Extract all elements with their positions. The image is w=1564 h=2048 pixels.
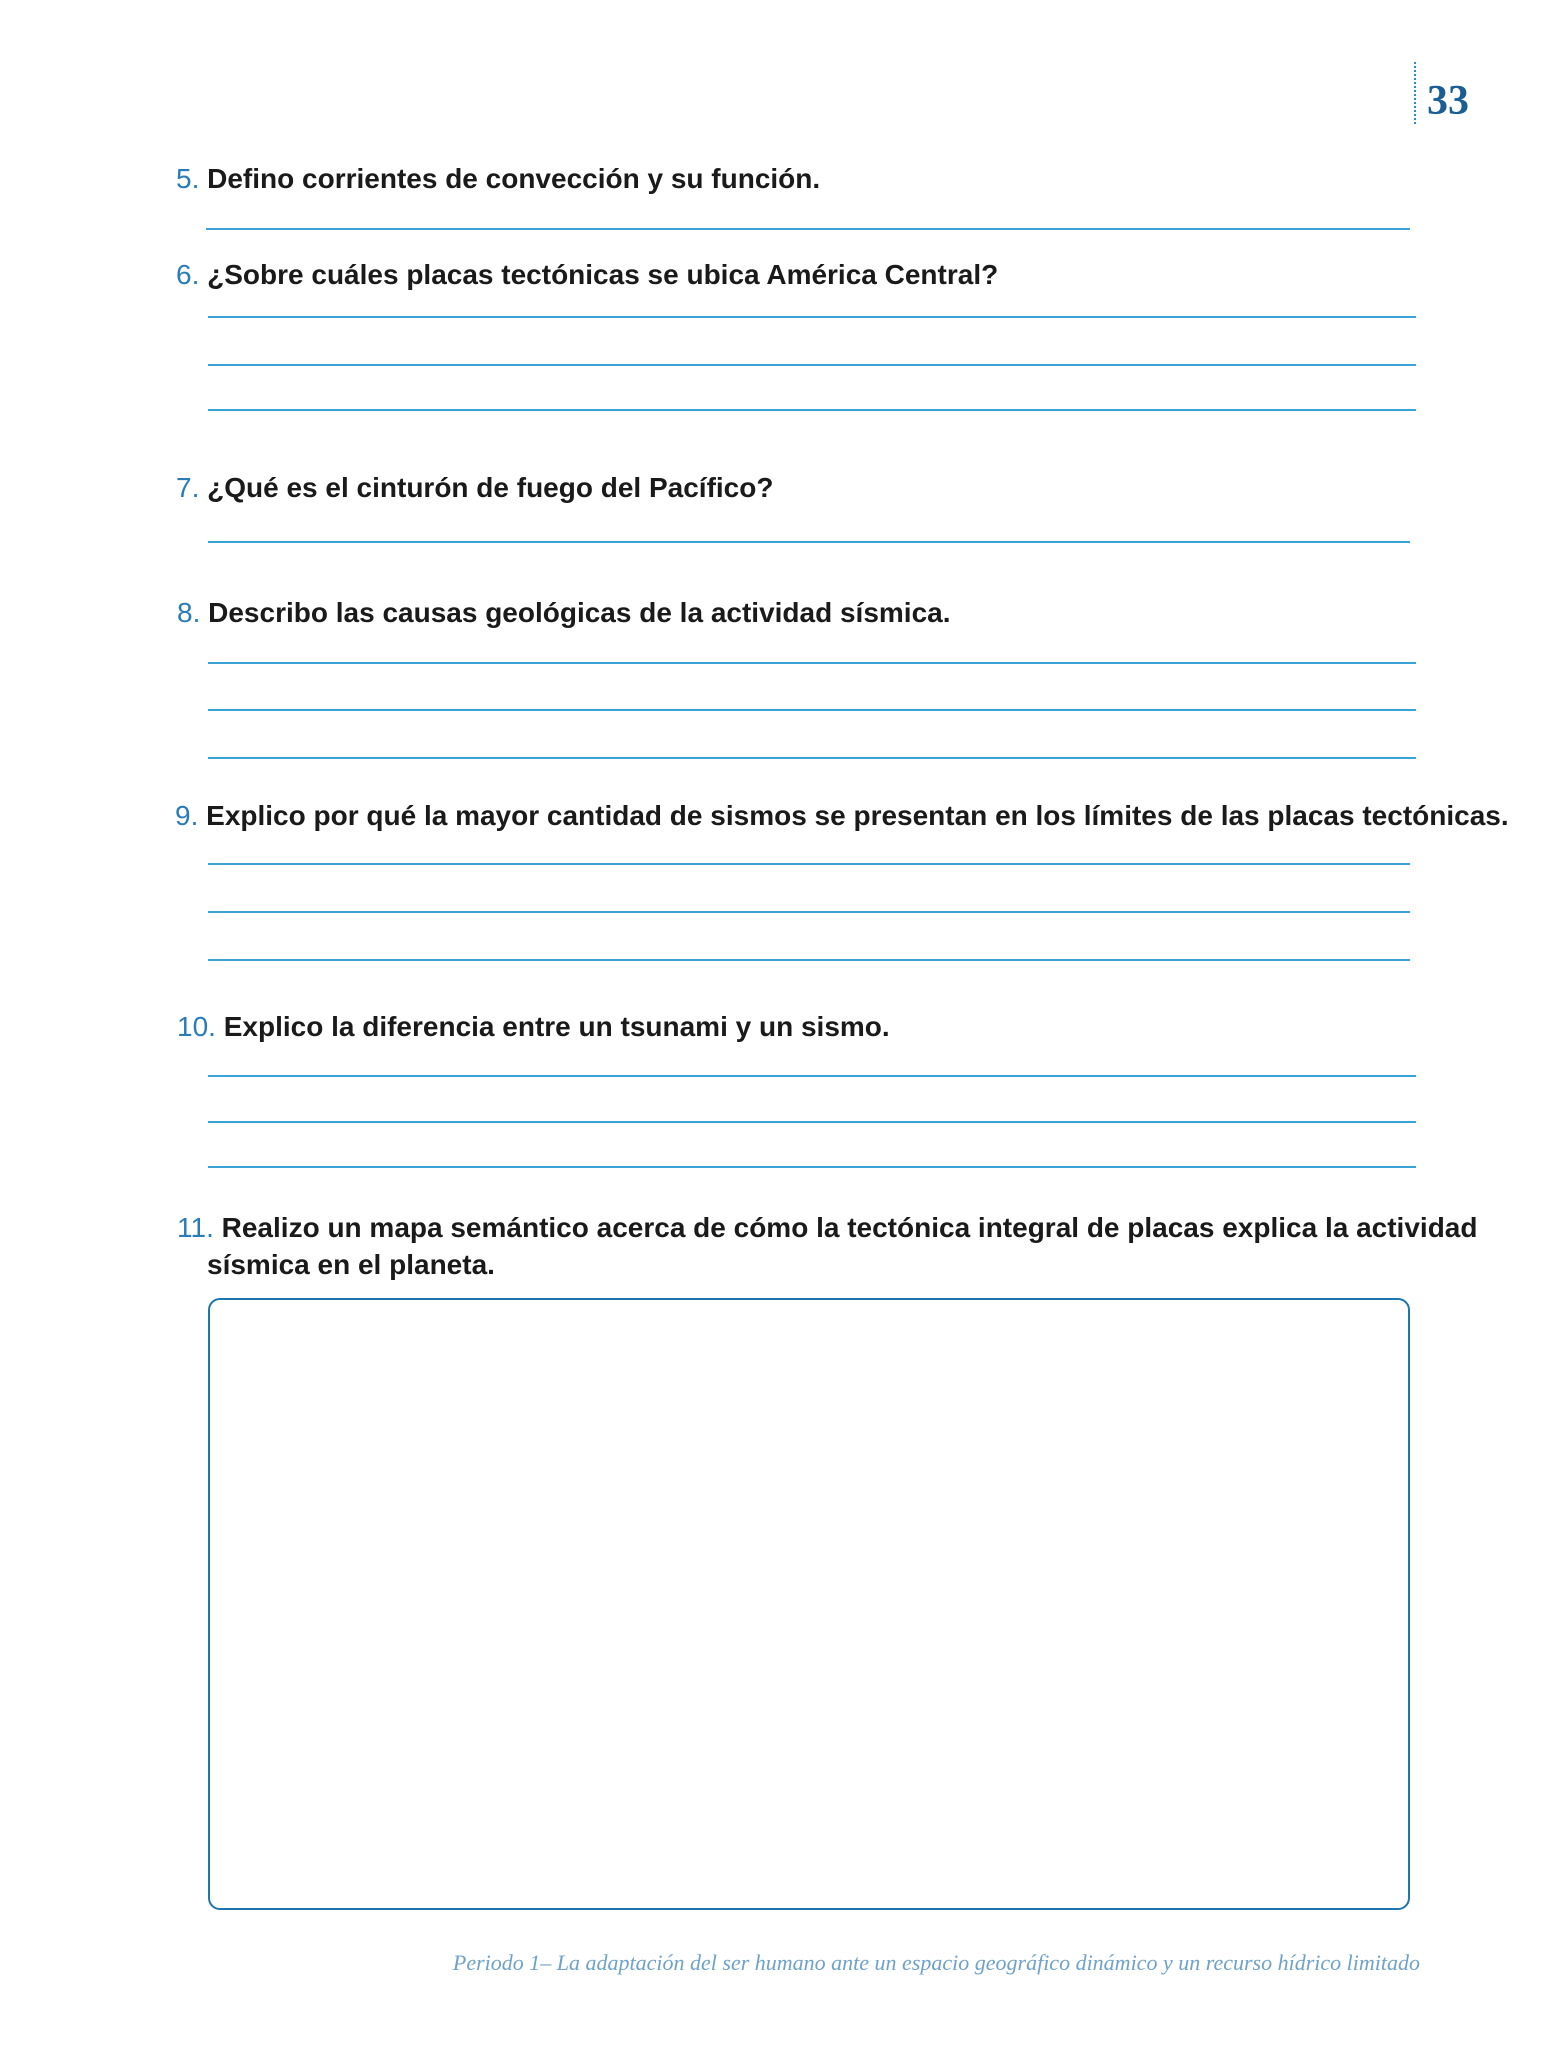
answer-line[interactable] <box>208 1075 1416 1077</box>
answer-line[interactable] <box>208 409 1416 411</box>
question-6 <box>176 256 998 293</box>
answer-line[interactable] <box>208 709 1416 711</box>
question-text: Describo las causas geológicas de la actividad sísmica. <box>208 597 951 628</box>
question-number: 5. <box>176 163 200 194</box>
question-11 <box>177 1209 1477 1283</box>
question-8 <box>177 594 951 631</box>
semantic-map-box[interactable] <box>208 1298 1410 1910</box>
question-number: 7. <box>176 472 200 503</box>
page-number: 33 <box>1427 78 1469 124</box>
page-number-divider <box>1414 62 1416 124</box>
question-text-continued: sísmica en el planeta. <box>207 1249 495 1280</box>
question-number: 9. <box>175 800 199 831</box>
answer-line[interactable] <box>208 316 1416 318</box>
question-text: Explico la diferencia entre un tsunami y un sismo. <box>223 1011 890 1042</box>
answer-line[interactable] <box>206 228 1410 230</box>
page-footer: Periodo 1– La adaptación del ser humano ante un espacio geográfico dinámico y un recurso hídrico limitado <box>452 1950 1420 1975</box>
question-10 <box>177 1008 890 1045</box>
answer-line[interactable] <box>208 541 1410 543</box>
question-text: Defino corrientes de convección y su función. <box>207 163 821 194</box>
answer-line[interactable] <box>208 364 1416 366</box>
question-text: ¿Sobre cuáles placas tectónicas se ubica América Central? <box>207 259 999 290</box>
question-text: Realizo un mapa semántico acerca de cómo la tectónica integral de placas explica la actividad <box>221 1212 1478 1243</box>
answer-line[interactable] <box>208 863 1410 865</box>
answer-line[interactable] <box>208 1166 1416 1168</box>
question-number: 8. <box>177 597 201 628</box>
answer-line[interactable] <box>208 757 1416 759</box>
question-5 <box>176 160 820 197</box>
question-number: 10. <box>177 1011 216 1042</box>
question-text: ¿Qué es el cinturón de fuego del Pacífico? <box>207 472 774 503</box>
answer-line[interactable] <box>208 911 1410 913</box>
question-7 <box>176 469 773 506</box>
question-number: 6. <box>176 259 200 290</box>
answer-line[interactable] <box>208 1121 1416 1123</box>
question-9 <box>175 797 1509 834</box>
question-number: 11. <box>177 1212 214 1243</box>
question-text: Explico por qué la mayor cantidad de sismos se presentan en los límites de las placas tectónicas. <box>206 800 1509 831</box>
answer-line[interactable] <box>208 959 1410 961</box>
answer-line[interactable] <box>208 662 1416 664</box>
